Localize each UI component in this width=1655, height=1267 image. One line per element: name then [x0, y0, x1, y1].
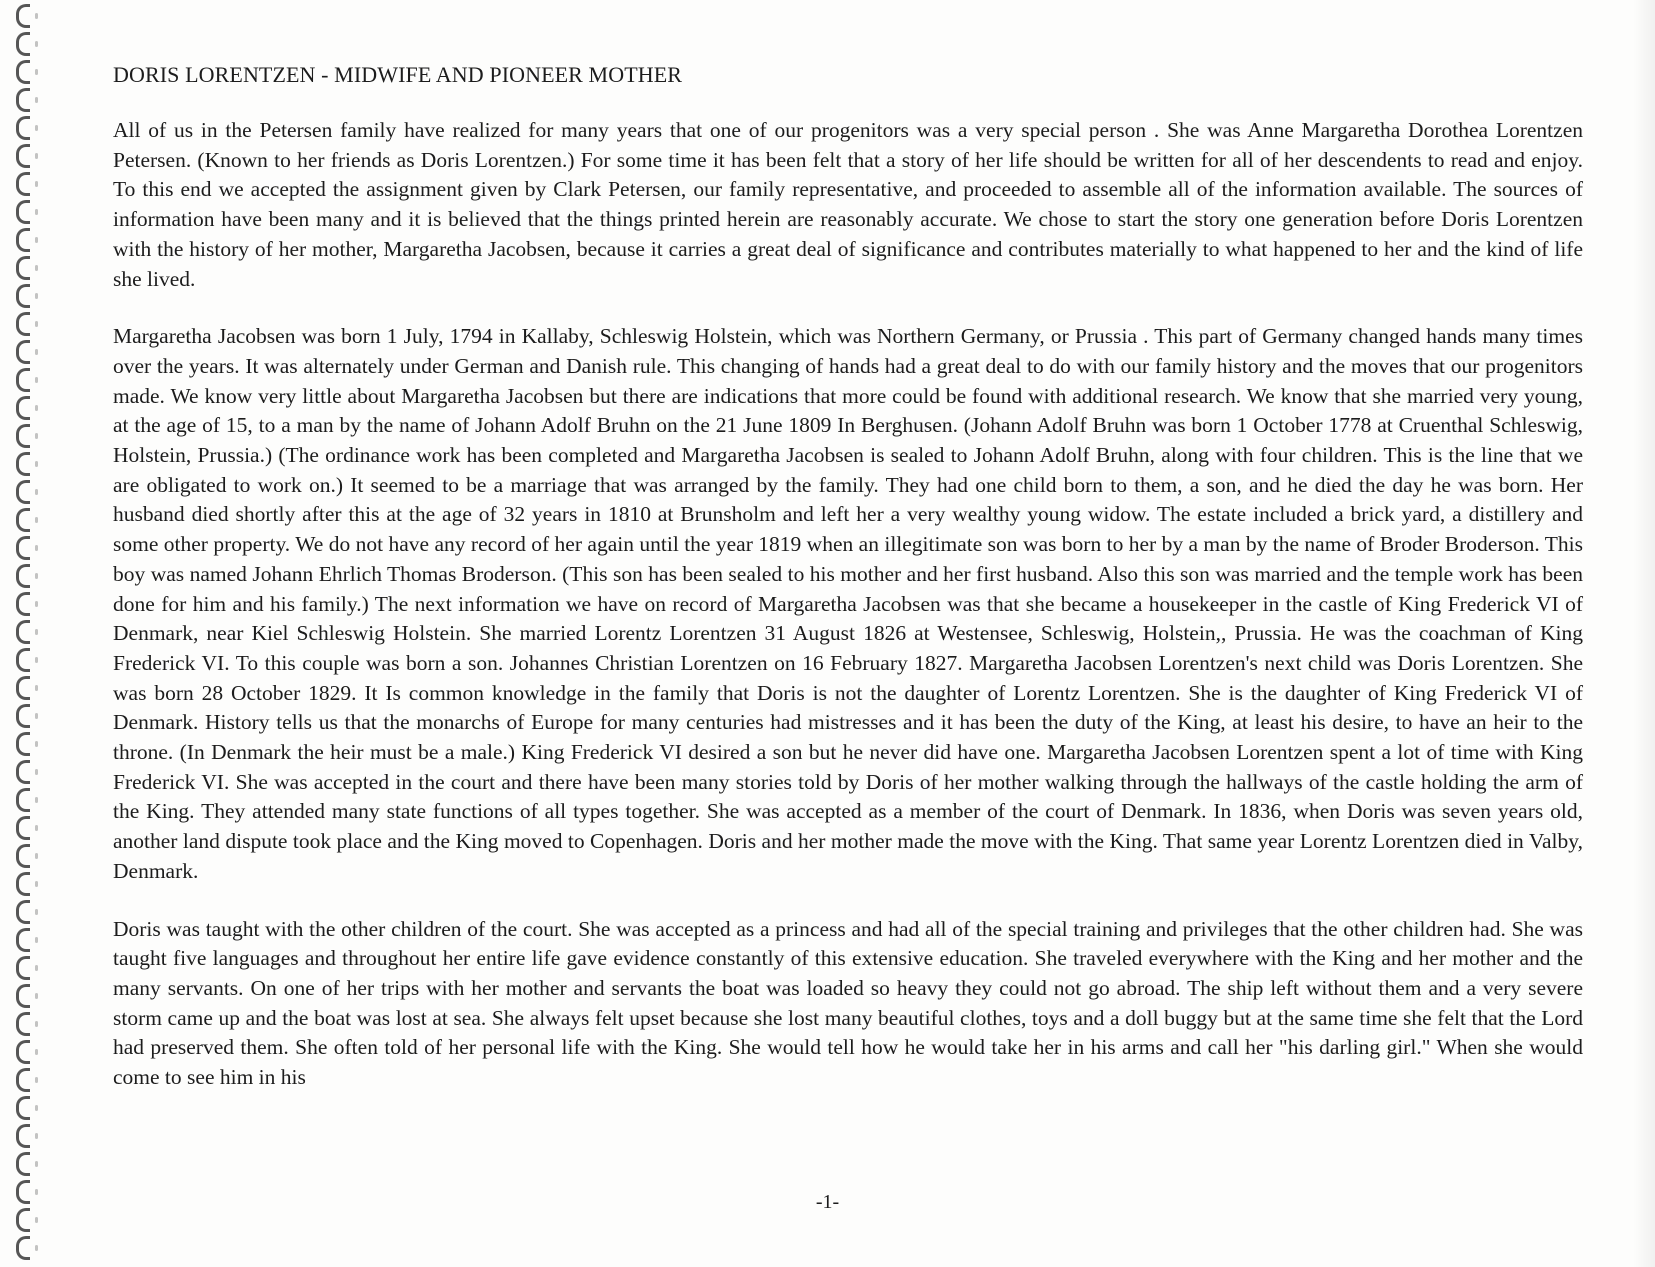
binding-ring-icon	[16, 116, 30, 140]
binding-ring-icon	[16, 1068, 30, 1092]
binding-ring-icon	[16, 788, 30, 812]
binding-ring-icon	[16, 1012, 30, 1036]
binding-ring-icon	[16, 592, 30, 616]
binding-ring-icon	[16, 760, 30, 784]
binding-ring-icon	[16, 144, 30, 168]
document-body	[113, 60, 1583, 1121]
binding-ring-icon	[16, 1152, 30, 1176]
binding-ring-icon	[16, 564, 30, 588]
binding-ring-icon	[16, 984, 30, 1008]
binding-ring-icon	[16, 4, 30, 28]
binding-ring-icon	[16, 620, 30, 644]
binding-ring-icon	[16, 88, 30, 112]
binding-ring-icon	[16, 200, 30, 224]
binding-ring-icon	[16, 60, 30, 84]
binding-ring-icon	[16, 928, 30, 952]
binding-ring-icon	[16, 228, 30, 252]
binding-ring-icon	[16, 844, 30, 868]
binding-ring-icon	[16, 368, 30, 392]
binding-ring-icon	[16, 816, 30, 840]
binding-ring-icon	[16, 1236, 30, 1260]
binding-ring-icon	[16, 256, 30, 280]
binding-ring-icon	[16, 452, 30, 476]
binding-ring-icon	[16, 676, 30, 700]
page-edge-shadow	[1633, 0, 1655, 1267]
binding-ring-icon	[16, 480, 30, 504]
binding-ring-icon	[16, 284, 30, 308]
paragraph-doris-childhood: Doris was taught with the other children of the court. She was accepted as a princess and had all of the special training and privileges that the other children had. She was taught five languages and throughout her entire life gave evidence constantly of this extensive education. She traveled everywhere with the King and her mother and the many servants. On one of her trips with her mother and servants the boat was loaded so heavy they could not go abroad. The ship left without them and a very severe storm came up and the boat was lost at sea. She always felt upset because she lost many beautiful clothes, toys and a doll buggy but at the same time she felt that the Lord had preserved them. She often told of her personal life with the King. She would tell how he would take her in his arms and call her "his darling girl." When she would come to see him in his	[113, 916, 1583, 1090]
page-number: -1-	[815, 1191, 840, 1213]
paragraph-intro: All of us in the Petersen family have realized for many years that one of our progenitors was a very special person . She was Anne Margaretha Dorothea Lorentzen Petersen. (Known to her friends as Doris Lorentzen.) For some time it has been felt that a story of her life should be written for all of her descendents to read and enjoy. To this end we accepted the assignment given by Clark Petersen, our family representative, and proceeded to assemble all of the information available. The sources of information have been many and it is believed that the things printed herein are reasonably accurate. We chose to start the story one generation before Doris Lorentzen with the history of her mother, Margaretha Jacobsen, because it carries a great deal of significance and contributes materially to what happened to her and the kind of life she lived.	[113, 118, 1583, 291]
binding-ring-icon	[16, 956, 30, 980]
binding-ring-icon	[16, 32, 30, 56]
binding-ring-icon	[16, 1124, 30, 1148]
binding-ring-icon	[16, 648, 30, 672]
binding-ring-icon	[16, 1040, 30, 1064]
binding-ring-icon	[16, 536, 30, 560]
binding-ring-icon	[16, 340, 30, 364]
paragraph-margaretha: Margaretha Jacobsen was born 1 July, 1794 in Kallaby, Schleswig Holstein, which was Northern Germany, or Prussia . This part of Germany changed hands many times over the years. It was alternately under German and Danish rule. This changing of hands had a great deal to do with our family history and the moves that our progenitors made. We know very little about Margaretha Jacobsen but there are indications that more could be found with additional research. We know that she married very young, at the age of 15, to a man by the name of Johann Adolf Bruhn on the 21 June 1809 In Berghusen. (Johann Adolf Bruhn was born 1 October 1778 at Cruenthal Schleswig, Holstein, Prussia.) (The ordinance work has been completed and Margaretha Jacobsen is sealed to Johann Adolf Bruhn, along with four children. This is the line that we are obligated to work on.) It seemed to be a marriage that was arranged by the family. They had one child born to them, a son, and he died the day he was born. Her husband died shortly after this at the age of 32 years in 1810 at Brunsholm and left her a very wealthy young widow. The estate included a brick yard, a distillery and some other property. We do not have any record of her again until the year 1819 when an illegitimate son was born to her by a man by the name of Broder Broderson. This boy was named Johann Ehrlich Thomas Broderson. (This son has been sealed to his mother and her first husband. Also this son was married and the temple work has been done for him and his family.) The next information we have on record of Margaretha Jacobsen was that she became a housekeeper in the castle of King Frederick VI of Denmark, near Kiel Schleswig Holstein. She married Lorentz Lorentzen 31 August 1826 at Westensee, Schleswig, Holstein,, Prussia. He was the coachman of King Frederick VI. To this couple was born a son. Johannes Christian Lorentzen on 16 February 1827. Margaretha Jacobsen Lorentzen's next child was Doris Lorentzen. She was born 28 October 1829. It Is common knowledge in the family that Doris is not the daughter of Lorentz Lorentzen. She is the daughter of King Frederick VI of Denmark. History tells us that the monarchs of Europe for many centuries had mistresses and it has been the duty of the King, at least his desire, to have an heir to the throne. (In Denmark the heir must be a male.) King Frederick VI desired a son but he never did have one. Margaretha Jacobsen Lorentzen spent a lot of time with King Frederick VI. She was accepted in the court and there have been many stories told by Doris of her mother walking through the hallways of the castle holding the arm of the King. They attended many state functions of all types together. She was accepted as a member of the court of Denmark. In 1836, when Doris was seven years old, another land dispute took place and the King moved to Copenhagen. Doris and her mother made the move with the King. That same year Lorentz Lorentzen died in Valby, Denmark.	[113, 324, 1583, 883]
spiral-binding	[6, 0, 42, 1267]
binding-ring-icon	[16, 900, 30, 924]
binding-ring-icon	[16, 872, 30, 896]
binding-ring-icon	[16, 732, 30, 756]
binding-ring-icon	[16, 704, 30, 728]
binding-ring-icon	[16, 172, 30, 196]
page-title: DORIS LORENTZEN - MIDWIFE AND PIONEER MOTHER	[113, 62, 683, 87]
binding-ring-icon	[16, 396, 30, 420]
binding-ring-icon	[16, 312, 30, 336]
binding-ring-icon	[16, 424, 30, 448]
binding-ring-icon	[16, 508, 30, 532]
binding-ring-icon	[16, 1096, 30, 1120]
